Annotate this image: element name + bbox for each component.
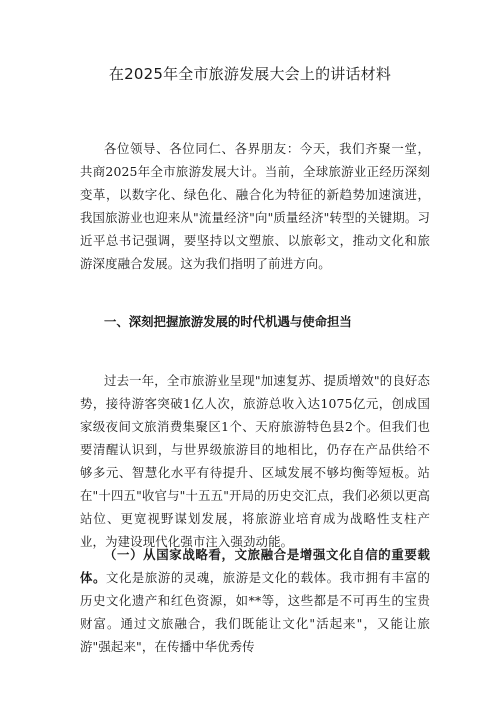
section-heading: 一、深刻把握旅游发展的时代机遇与使命担当 bbox=[104, 314, 352, 329]
subsection-paragraph bbox=[80, 543, 430, 658]
section-body-paragraph: 过去一年，全市旅游业呈现"加速复苏、提质增效"的良好态势，接待游客突破1亿人次，旅游总收入达1075亿元，创成国家级夜间文旅消费集聚区1个、天府旅游特色县2个。但我们也要清醒认识到，与世界级旅游目的地相比，仍存在产品供给不够多元、智慧化水平有待提升、区域发展不够均衡等短板。站在"十四五"收官与"十五五"开局的历史交汇点，我们必须以更高站位、更宽视野谋划发展，将旅游业培育成为战略性支柱产业，为建设现代化强市注入强劲动能。 bbox=[80, 373, 430, 549]
subsection-body: 文化是旅游的灵魂，旅游是文化的载体。我市拥有丰富的历史文化遗产和红色资源，如**等，这些都是不可再生的宝贵财富。通过文旅融合，我们既能让文化"活起来"，又能让旅游"强起来"，在传播中华优秀传 bbox=[80, 570, 430, 654]
subsection-lead: （一）从国家战略看，文旅融合是增强文化自信的重要载体。 bbox=[80, 547, 430, 585]
document-title: 在2025年全市旅游发展大会上的讲话材料 bbox=[108, 65, 392, 83]
intro-paragraph: 各位领导、各位同仁、各界朋友：今天，我们齐聚一堂，共商2025年全市旅游发展大计。当前，全球旅游业正经历深刻变革，以数字化、绿色化、融合化为特征的新趋势加速演进，我国旅游业也迎来从"流量经济"向"质量经济"转型的关键期。习近平总书记强调，要坚持以文塑旅、以旅彰文，推动文化和旅游深度融合发展。这为我们指明了前进方向。 bbox=[80, 141, 430, 271]
